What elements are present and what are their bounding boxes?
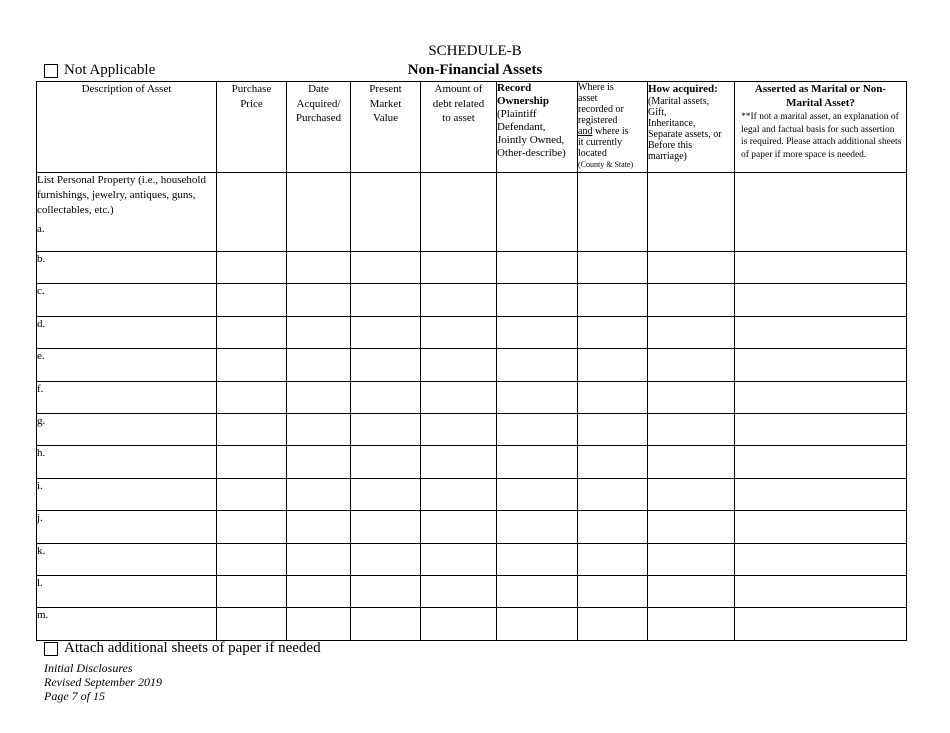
footer-page-number: Page 7 of 15 — [44, 689, 105, 703]
location-cell[interactable] — [578, 575, 648, 607]
table-row — [37, 511, 907, 543]
col-location-header: Where is asset recorded or registered and where is it currently located (County & State) — [578, 82, 648, 173]
debt-amount-cell[interactable] — [421, 381, 497, 413]
marital-assertion-cell[interactable] — [735, 608, 907, 640]
how-acquired-cell[interactable] — [648, 349, 735, 381]
present-value-cell[interactable] — [351, 575, 421, 607]
record-ownership-cell[interactable] — [497, 284, 578, 316]
marital-note: **If not a marital asset, an explanation of legal and factual basis for such assertion is required. Please attach additional sheets of paper if more space is needed. — [741, 112, 902, 160]
location-cell[interactable] — [578, 284, 648, 316]
footer — [44, 661, 162, 703]
attach-sheets-checkbox[interactable] — [44, 642, 58, 656]
row-letter: m. — [37, 608, 217, 640]
debt-amount-cell[interactable] — [421, 413, 497, 445]
date-acquired-cell[interactable] — [287, 478, 351, 510]
location-cell[interactable] — [578, 349, 648, 381]
row-label — [37, 173, 217, 252]
record-ownership-cell[interactable] — [497, 381, 578, 413]
date-acquired-cell[interactable] — [287, 173, 351, 252]
location-cell[interactable] — [578, 511, 648, 543]
purchase-price-cell[interactable] — [217, 349, 287, 381]
date-acquired-cell[interactable] — [287, 284, 351, 316]
record-ownership-cell[interactable] — [497, 511, 578, 543]
purchase-price-cell[interactable] — [217, 381, 287, 413]
purchase-price-cell[interactable] — [217, 316, 287, 348]
table-row — [37, 349, 907, 381]
date-acquired-cell[interactable] — [287, 252, 351, 284]
table-row — [37, 173, 907, 252]
debt-amount-cell[interactable] — [421, 478, 497, 510]
how-acquired-cell[interactable] — [648, 511, 735, 543]
purchase-price-cell[interactable] — [217, 252, 287, 284]
attach-sheets-label: Attach additional sheets of paper if needed — [64, 640, 321, 656]
table-row — [37, 543, 907, 575]
present-value-cell[interactable] — [351, 173, 421, 252]
row-letter: b. — [37, 252, 217, 284]
purchase-price-cell[interactable] — [217, 478, 287, 510]
record-ownership-cell[interactable] — [497, 316, 578, 348]
purchase-price-cell[interactable] — [217, 511, 287, 543]
table-row — [37, 608, 907, 640]
present-value-cell[interactable] — [351, 511, 421, 543]
col-purchase-price-header: Purchase Price — [217, 82, 287, 173]
record-ownership-cell[interactable] — [497, 252, 578, 284]
row-letter: k. — [37, 543, 217, 575]
how-acquired-cell[interactable] — [648, 413, 735, 445]
row-letter: h. — [37, 446, 217, 478]
record-ownership-cell[interactable] — [497, 608, 578, 640]
debt-amount-cell[interactable] — [421, 173, 497, 252]
date-acquired-cell[interactable] — [287, 381, 351, 413]
location-cell[interactable] — [578, 173, 648, 252]
how-acquired-cell[interactable] — [648, 381, 735, 413]
location-cell[interactable] — [578, 478, 648, 510]
marital-assertion-cell[interactable] — [735, 316, 907, 348]
marital-assertion-cell[interactable] — [735, 284, 907, 316]
page-title: Non-Financial Assets — [407, 62, 543, 78]
row-letter: e. — [37, 349, 217, 381]
record-ownership-cell[interactable] — [497, 173, 578, 252]
purchase-price-cell[interactable] — [217, 173, 287, 252]
date-acquired-cell[interactable] — [287, 413, 351, 445]
present-value-cell[interactable] — [351, 413, 421, 445]
marital-assertion-cell[interactable] — [735, 575, 907, 607]
table-row — [37, 446, 907, 478]
how-acquired-cell[interactable] — [648, 316, 735, 348]
footer-doc-title: Initial Disclosures — [44, 661, 133, 675]
location-cell[interactable] — [578, 252, 648, 284]
debt-amount-cell[interactable] — [421, 284, 497, 316]
debt-amount-cell[interactable] — [421, 349, 497, 381]
how-acquired-cell[interactable] — [648, 608, 735, 640]
location-cell[interactable] — [578, 608, 648, 640]
marital-assertion-cell[interactable] — [735, 173, 907, 252]
how-acquired-cell[interactable] — [648, 252, 735, 284]
row-letter: a. — [37, 223, 45, 235]
table-row — [37, 413, 907, 445]
present-value-cell[interactable] — [351, 446, 421, 478]
marital-assertion-cell[interactable] — [735, 478, 907, 510]
present-value-cell[interactable] — [351, 543, 421, 575]
personal-property-description: List Personal Property (i.e., household furnishings, jewelry, antiques, guns, collectables, etc.) — [37, 174, 206, 216]
record-ownership-cell[interactable] — [497, 478, 578, 510]
record-ownership-cell[interactable] — [497, 349, 578, 381]
present-value-cell[interactable] — [351, 381, 421, 413]
col-present-value-header: Present Market Value — [351, 82, 421, 173]
location-cell[interactable] — [578, 446, 648, 478]
date-acquired-cell[interactable] — [287, 608, 351, 640]
footer-revision: Revised September 2019 — [44, 675, 162, 689]
marital-assertion-cell[interactable] — [735, 381, 907, 413]
debt-amount-cell[interactable] — [421, 543, 497, 575]
marital-assertion-cell[interactable] — [735, 511, 907, 543]
table-row — [37, 252, 907, 284]
table-row — [37, 316, 907, 348]
table-row — [37, 381, 907, 413]
how-acquired-cell[interactable] — [648, 478, 735, 510]
how-acquired-cell[interactable] — [648, 446, 735, 478]
row-letter: c. — [37, 284, 217, 316]
row-letter: j. — [37, 511, 217, 543]
location-cell[interactable] — [578, 381, 648, 413]
debt-amount-cell[interactable] — [421, 316, 497, 348]
row-letter: g. — [37, 413, 217, 445]
purchase-price-cell[interactable] — [217, 284, 287, 316]
col-marital-header: Asserted as Marital or Non- Marital Asset? **If not a marital asset, an explanation of legal and factual basis for such assertion is required. Please attach additional sheets of paper if more space is needed. — [735, 82, 907, 173]
date-acquired-cell[interactable] — [287, 543, 351, 575]
date-acquired-cell[interactable] — [287, 349, 351, 381]
purchase-price-cell[interactable] — [217, 543, 287, 575]
col-debt-header: Amount of debt related to asset — [421, 82, 497, 173]
present-value-cell[interactable] — [351, 478, 421, 510]
purchase-price-cell[interactable] — [217, 575, 287, 607]
assets-table — [36, 81, 907, 641]
row-letter: d. — [37, 316, 217, 348]
marital-assertion-cell[interactable] — [735, 413, 907, 445]
row-letter: i. — [37, 478, 217, 510]
row-letter: l. — [37, 575, 217, 607]
not-applicable-checkbox[interactable] — [44, 64, 58, 78]
record-ownership-cell[interactable] — [497, 413, 578, 445]
not-applicable-label: Not Applicable — [64, 62, 156, 78]
location-cell[interactable] — [578, 413, 648, 445]
date-acquired-cell[interactable] — [287, 446, 351, 478]
marital-assertion-cell[interactable] — [735, 349, 907, 381]
present-value-cell[interactable] — [351, 252, 421, 284]
record-ownership-cell[interactable] — [497, 543, 578, 575]
table-row — [37, 284, 907, 316]
col-description-header: Description of Asset — [37, 82, 217, 173]
date-acquired-cell[interactable] — [287, 316, 351, 348]
header-row — [37, 82, 907, 173]
schedule-label: SCHEDULE-B — [428, 43, 522, 59]
present-value-cell[interactable] — [351, 284, 421, 316]
col-how-acquired-header: How acquired: (Marital assets, Gift, Inheritance, Separate assets, or Before this marriage) — [648, 82, 735, 173]
present-value-cell[interactable] — [351, 349, 421, 381]
table-row — [37, 478, 907, 510]
table-row — [37, 575, 907, 607]
debt-amount-cell[interactable] — [421, 608, 497, 640]
how-acquired-cell[interactable] — [648, 575, 735, 607]
purchase-price-cell[interactable] — [217, 608, 287, 640]
record-ownership-cell[interactable] — [497, 575, 578, 607]
purchase-price-cell[interactable] — [217, 446, 287, 478]
col-date-acquired-header: Date Acquired/ Purchased — [287, 82, 351, 173]
marital-assertion-cell[interactable] — [735, 252, 907, 284]
how-acquired-cell[interactable] — [648, 173, 735, 252]
debt-amount-cell[interactable] — [421, 511, 497, 543]
debt-amount-cell[interactable] — [421, 252, 497, 284]
present-value-cell[interactable] — [351, 316, 421, 348]
date-acquired-cell[interactable] — [287, 575, 351, 607]
location-cell[interactable] — [578, 316, 648, 348]
debt-amount-cell[interactable] — [421, 446, 497, 478]
row-letter: f. — [37, 381, 217, 413]
how-acquired-cell[interactable] — [648, 543, 735, 575]
record-ownership-cell[interactable] — [497, 446, 578, 478]
col-record-ownership-header: Record Ownership (Plaintiff Defendant, Jointly Owned, Other-describe) — [497, 82, 578, 173]
marital-assertion-cell[interactable] — [735, 543, 907, 575]
debt-amount-cell[interactable] — [421, 575, 497, 607]
date-acquired-cell[interactable] — [287, 511, 351, 543]
how-acquired-cell[interactable] — [648, 284, 735, 316]
location-cell[interactable] — [578, 543, 648, 575]
marital-assertion-cell[interactable] — [735, 446, 907, 478]
present-value-cell[interactable] — [351, 608, 421, 640]
purchase-price-cell[interactable] — [217, 413, 287, 445]
